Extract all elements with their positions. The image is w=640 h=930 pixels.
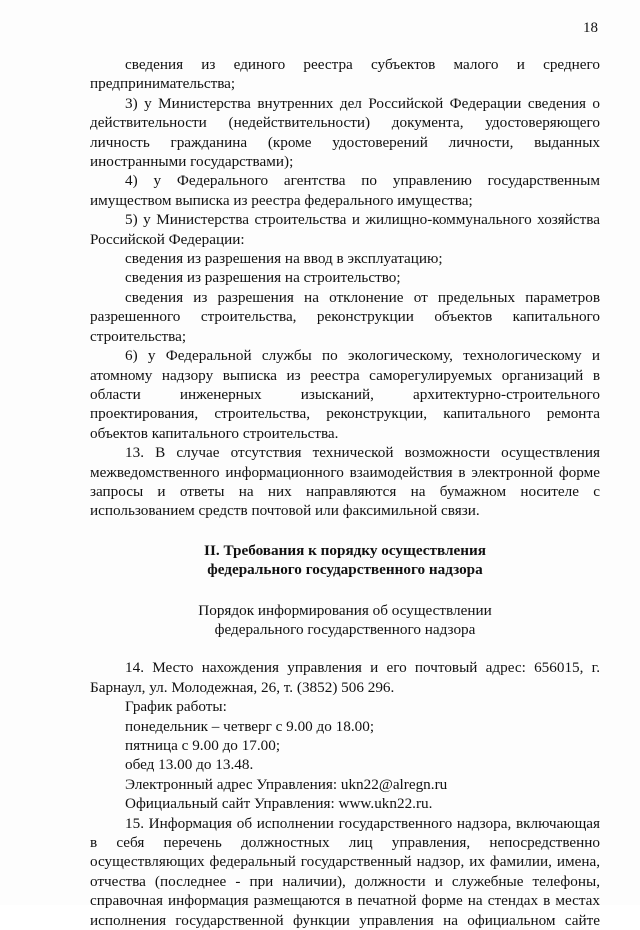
paragraph: сведения из единого реестра субъектов малого и среднего: [125, 56, 600, 73]
paragraph: График работы:: [125, 698, 227, 716]
paragraph: Официальный сайт Управления: www.ukn22.ru.: [125, 795, 433, 813]
paragraphs-bottom: [90, 658, 600, 930]
paragraph: пятница с 9.00 до 17.00;: [125, 737, 281, 754]
subsection-heading-line-2: федерального государственного надзора: [214, 620, 476, 638]
paragraph: 3) у Министерства внутренних дел Российской Федерации сведения о действительности (недействительности) документа, удостоверяющего личность гражданина (кроме удостоверений личности, выданных иностранными государствами);: [90, 94, 600, 171]
paragraph: 13. В случае отсутствия технической возможности осуществления межведомственного информационного взаимодействия в электронной форме запросы и ответы на них направляются на бумажном носителе с использованием средств почтовой или факсимильной связи.: [90, 444, 600, 520]
paragraph: 14. Место нахождения управления и его почтовый адрес: 656015, г. Барнаул, ул. Молодежная, 26, т. (3852) 506 296.: [90, 659, 600, 696]
paragraph: понедельник – четверг с 9.00 до 18.00;: [125, 717, 375, 735]
page-number: 18: [583, 20, 598, 36]
paragraph: 6) у Федеральной службы по экологическому, технологическому и атомному надзору выписка из реестра саморегулируемых организаций в области инженерных изысканий, архитектурно-строительного проектирования, строительства, реконструкции, капитального ремонта объектов капитального строительства.: [90, 347, 600, 442]
paragraph: 4) у Федерального агентства по управлению государственным имуществом выписка из реестра федерального имущества;: [90, 172, 600, 209]
paragraph: сведения из разрешения на отклонение от предельных параметров разрешенного строительства, реконструкции объектов капитального строительства;: [90, 288, 600, 345]
paragraph: Электронный адрес Управления: ukn22@alregn.ru: [125, 775, 448, 793]
paragraphs-top: [90, 55, 600, 521]
page-content: [90, 55, 600, 930]
paragraph: предпринимательства;: [90, 75, 236, 93]
paragraph: 15. Информация об исполнении государственного надзора, включающая в себя перечень должностных лиц управления, непосредственно осуществляющих федеральный государственный надзор, их фамилии, имена, отчества (последнее - при наличии), должности и служебные телефоны, справочная информация размещаются в печатной форме на стендах в местах исполнения государственной функции управления на официальном сайте: [90, 814, 600, 929]
paragraph: обед 13.00 до 13.48.: [125, 756, 254, 774]
paragraph: сведения из разрешения на строительство;: [125, 269, 401, 287]
section-heading-line-2: федерального государственного надзора: [207, 561, 483, 579]
subsection-heading-line-1: Порядок информирования об осуществлении: [198, 601, 492, 619]
paragraph: сведения из разрешения на ввод в эксплуатацию;: [125, 250, 443, 268]
section-heading-line-1: II. Требования к порядку осуществления: [204, 541, 486, 559]
paragraph: 5) у Министерства строительства и жилищно-коммунального хозяйства Российской Федерации:: [90, 211, 600, 248]
